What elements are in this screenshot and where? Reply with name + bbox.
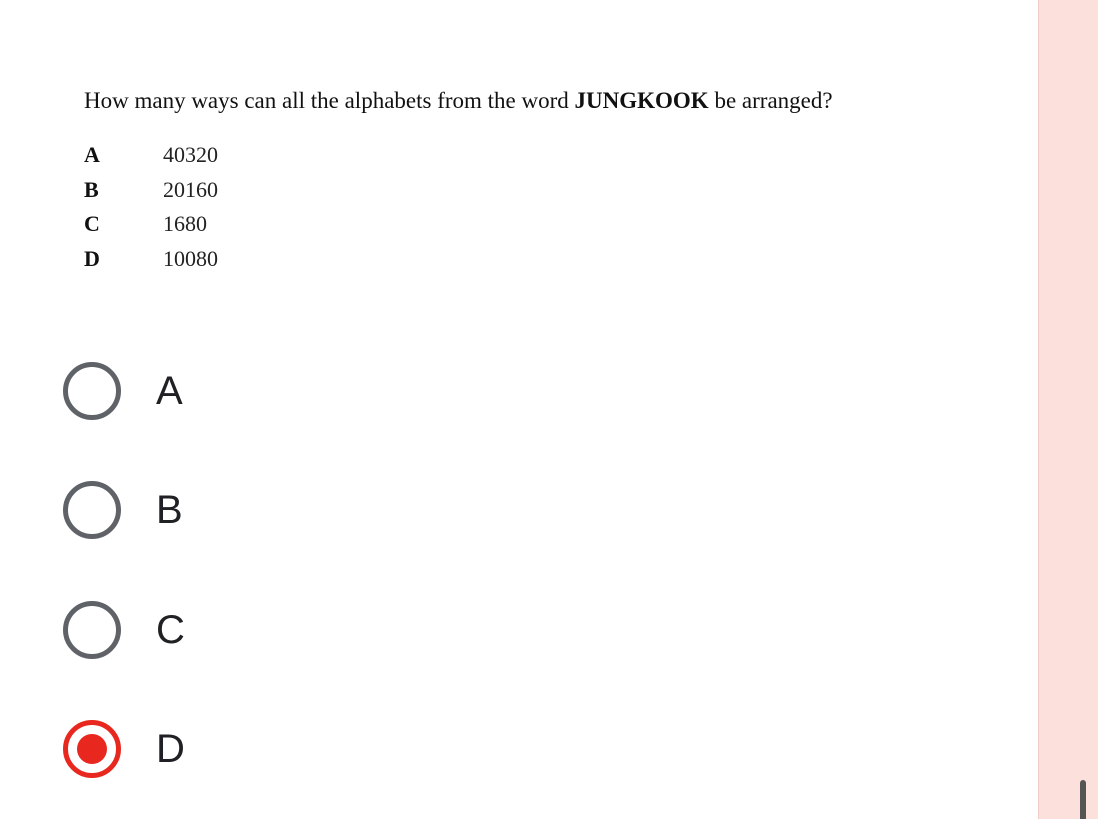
- question-prefix: How many ways can all the alphabets from the word: [84, 88, 575, 113]
- choice-row-c: [84, 207, 964, 242]
- option-c[interactable]: [58, 595, 558, 665]
- choice-row-b: [84, 173, 964, 208]
- option-label: B: [156, 487, 183, 532]
- option-a[interactable]: [58, 356, 558, 426]
- choice-letter: D: [84, 245, 100, 271]
- choice-letter: B: [84, 176, 99, 202]
- question-suffix: be arranged?: [708, 88, 833, 113]
- choice-value: 20160: [163, 176, 218, 202]
- side-panel: [1038, 0, 1098, 819]
- choice-row-d: [84, 242, 964, 277]
- choices-table: [84, 138, 964, 276]
- option-label: A: [156, 368, 183, 413]
- choice-value: 1680: [163, 211, 207, 237]
- choice-row-a: [84, 138, 964, 173]
- choice-value: 40320: [163, 142, 218, 168]
- question-text: [84, 84, 964, 118]
- radio-button-c[interactable]: [63, 601, 121, 659]
- question-word: JUNGKOOK: [574, 88, 709, 113]
- choice-letter: A: [84, 142, 100, 168]
- scrollbar-thumb[interactable]: [1080, 780, 1086, 819]
- question-image: [84, 84, 964, 276]
- radio-button-d[interactable]: [63, 720, 121, 778]
- radio-button-b[interactable]: [63, 481, 121, 539]
- option-label: C: [156, 607, 185, 652]
- choice-value: 10080: [163, 245, 218, 271]
- option-b[interactable]: [58, 475, 558, 545]
- option-label: D: [156, 726, 185, 771]
- radio-button-a[interactable]: [63, 362, 121, 420]
- option-d[interactable]: [58, 714, 558, 784]
- choice-letter: C: [84, 211, 100, 237]
